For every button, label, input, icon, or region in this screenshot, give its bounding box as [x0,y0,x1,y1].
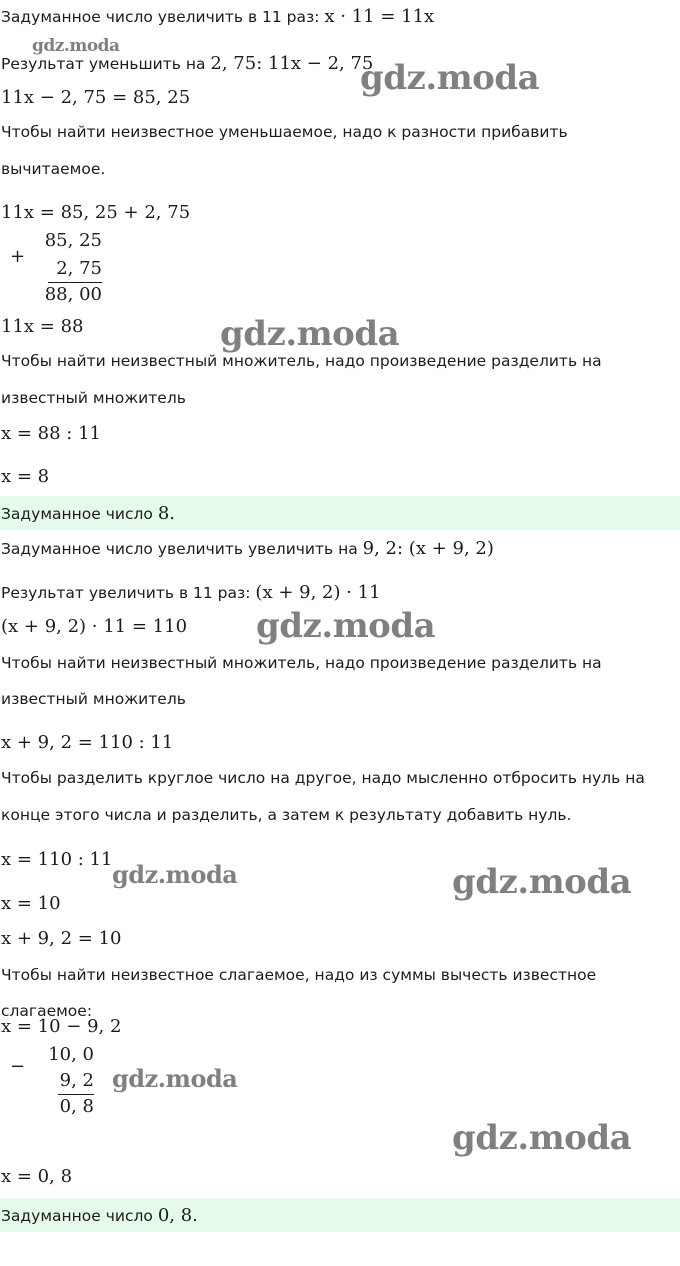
rule-text: Чтобы найти неизвестное уменьшаемое, надо к разности прибавить [1,123,568,141]
step-text: Задуманное число увеличить в 11 раз: [1,8,325,26]
addend: 2, 75 [56,258,102,279]
answer-line [1,1205,198,1226]
answer-banner [0,496,680,530]
column-subtraction [0,1044,110,1148]
rule-text: Чтобы разделить круглое число на другое, надо мысленно отбросить нуль на [1,769,645,787]
math-expression: : (x + 9, 2) [397,538,494,559]
math-expression: : 11x − 2, 75 [256,53,374,74]
math-expression: x = 10 − 9, 2 [1,1016,122,1037]
subtrahend: 9, 2 [59,1070,94,1091]
math-expression: x = 88 : 11 [1,423,101,444]
rule-text: известный множитель [1,389,186,407]
step-line [1,538,494,559]
math-expression: x = 0, 8 [1,1166,73,1187]
answer-text: Задуманное число [1,1207,158,1225]
math-expression: 11x = 88 [1,316,84,337]
sum-line [48,282,102,283]
math-expression: 11x = 85, 25 + 2, 75 [1,202,191,223]
watermark-logo: gdz.moda [112,1064,238,1093]
answer-line [1,503,175,524]
watermark-logo: gdz.moda [452,1118,632,1158]
minus-sign: − [10,1056,26,1077]
step-line [1,53,373,74]
math-expression: x + 9, 2 = 10 [1,928,122,949]
watermark-logo: gdz.moda [360,58,540,98]
math-expression: (x + 9, 2) · 11 = 110 [1,616,188,637]
math-expression: x · 11 = 11x [324,6,435,27]
step-text: Задуманное число увеличить увеличить на [1,540,363,558]
minuend: 10, 0 [48,1044,94,1065]
math-expression: x = 10 [1,893,61,914]
watermark-logo: gdz.moda [112,860,238,889]
rule-text: Чтобы найти неизвестное слагаемое, надо из суммы вычесть известное [1,966,597,984]
plus-sign: + [10,246,26,267]
step-line [1,582,381,603]
answer-banner [0,1198,680,1232]
rule-text: Чтобы найти неизвестный множитель, надо произведение разделить на [1,654,602,672]
answer-value: 0, 8. [157,1205,198,1226]
difference: 0, 8 [59,1096,94,1117]
answer-value: 8. [157,503,175,524]
difference-line [58,1094,94,1095]
math-number: 2, 75 [210,53,257,74]
math-expression: x + 9, 2 = 110 : 11 [1,732,174,753]
watermark-logo: gdz.moda [452,862,632,902]
watermark-logo: gdz.moda [220,314,400,354]
watermark-logo: gdz.moda [256,606,436,646]
addend: 85, 25 [44,230,102,251]
watermark-logo: gdz.moda [32,36,120,56]
step-text: Результат уменьшить на [1,55,211,73]
answer-text: Задуманное число [1,505,158,523]
rule-text: Чтобы найти неизвестный множитель, надо произведение разделить на [1,352,602,370]
rule-text: вычитаемое. [1,160,106,178]
math-expression: x = 8 [1,466,50,487]
column-addition [0,230,110,310]
math-number: 9, 2 [362,538,398,559]
rule-text: известный множитель [1,690,186,708]
math-expression: x = 110 : 11 [1,849,113,870]
step-line [1,6,434,27]
math-expression: (x + 9, 2) · 11 [255,582,381,603]
math-expression: 11x − 2, 75 = 85, 25 [1,87,191,108]
step-text: Результат увеличить в 11 раз: [1,584,256,602]
rule-text: слагаемое: [1,1002,93,1020]
sum: 88, 00 [44,284,102,305]
rule-text: конце этого числа и разделить, а затем к результату добавить нуль. [1,806,572,824]
